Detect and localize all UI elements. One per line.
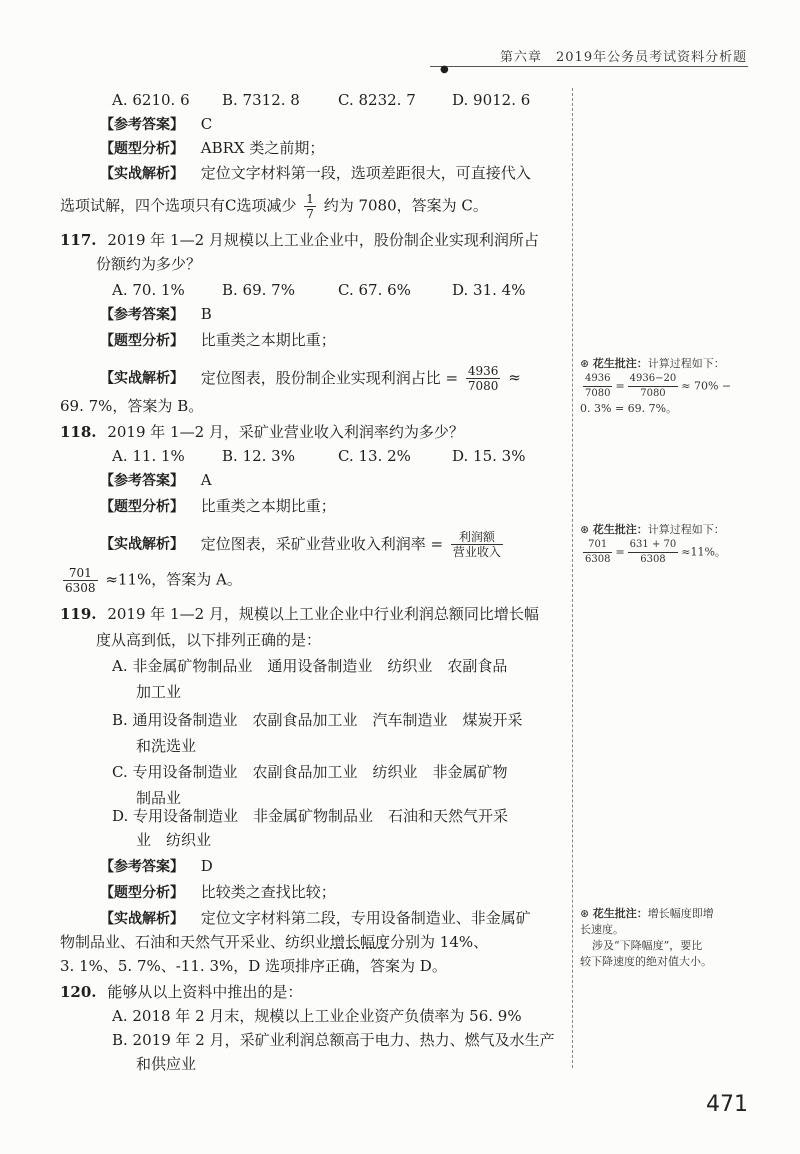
side-note-3-line3: 涉及“下降幅度”，要比 — [592, 939, 703, 952]
q118-text1: 2019 年 1—2 月，采矿业营业收入利润率约为多少？ — [107, 423, 464, 441]
side-note-label: 花生批注： — [592, 523, 648, 536]
fraction-denominator: 7080 — [585, 388, 611, 399]
q116-option-a: A. 6210. 6 — [112, 91, 190, 109]
q118-option-c: C. 13. 2% — [338, 447, 411, 465]
q116-answer: C — [200, 115, 213, 133]
q118-type: 比重类之本期比重； — [200, 497, 336, 515]
q116-option-b: B. 7312. 8 — [222, 91, 300, 109]
q116-fraction — [304, 192, 316, 221]
fraction-numerator: 701 — [63, 566, 98, 581]
type-label: 【题型分析】 — [100, 885, 184, 901]
q119-option-a-line2: 加工业 — [136, 683, 182, 701]
q116-analysis-2a: 选项试解，四个选项只有C选项减少 — [60, 196, 297, 215]
q119-analysis-line3: 3. 1%、5. 7%、-11. 3%，D 选项排序正确，答案为 D。 — [60, 957, 447, 975]
q120-option-b-line2: 和供应业 — [136, 1055, 197, 1073]
q117-analysis-line2: 69. 7%，答案为 B。 — [60, 397, 204, 415]
q116-analysis-line2 — [60, 192, 488, 221]
q119-option-b-line1: B. 通用设备制造业 农副食品加工业 汽车制造业 煤炭开采 — [112, 711, 523, 729]
q118-analysis-line2 — [60, 566, 242, 595]
side-note-label: 花生批注： — [592, 907, 648, 920]
q118-option-b: B. 12. 3% — [222, 447, 295, 465]
q120-stem-line1 — [60, 982, 302, 1002]
q119-option-c-line2: 制品业 — [136, 789, 182, 807]
q116-analysis-2b: 约为 7080，答案为 C。 — [323, 196, 488, 215]
q119-stem-line2: 度从高到低，以下排列正确的是： — [96, 631, 322, 649]
q119-stem-line1 — [60, 604, 539, 624]
q120-number: 120. — [60, 983, 97, 1001]
q118-answer: A — [200, 471, 212, 489]
q117-fraction — [466, 364, 501, 393]
q117-analysis-row — [100, 364, 521, 393]
q116-answer-row — [100, 114, 212, 135]
q119-analysis-row — [100, 908, 531, 929]
q117-stem-line1 — [60, 230, 539, 250]
q119-analysis-2c: 分别为 14%、 — [390, 933, 489, 951]
fraction-numerator: 701 — [583, 538, 612, 553]
side-note-1 — [580, 356, 731, 417]
q119-option-c-line1: C. 专用设备制造业 农副食品加工业 纺织业 非金属矿物 — [112, 763, 508, 781]
q120-option-a: A. 2018 年 2 月末，规模以上工业企业资产负债率为 56. 9% — [112, 1007, 522, 1025]
q116-analysis-line1: 定位文字材料第一段，选项差距很大，可直接代入 — [200, 164, 531, 182]
q116-analysis-row — [100, 163, 531, 184]
approx-sign: ≈ — [508, 368, 521, 387]
q117-text1: 2019 年 1—2 月规模以上工业企业中，股份制企业实现利润所占 — [107, 231, 539, 249]
q117-analysis-line1: 定位图表，股份制企业实现利润占比 = — [200, 368, 459, 387]
analysis-label: 【实战解析】 — [100, 911, 184, 927]
fraction-numerator: 4936−20 — [628, 372, 679, 387]
q119-analysis-emphasis: 增长幅度 — [330, 933, 391, 951]
side-note-icon: ⊛ — [580, 357, 593, 370]
fraction-denominator: 6308 — [585, 554, 611, 565]
side-note-1-line2: 0. 3% = 69. 7%。 — [580, 402, 678, 415]
side-note-2-fraction-2 — [628, 538, 679, 567]
q119-analysis-line2 — [60, 932, 488, 952]
side-note-3-heading — [580, 906, 714, 922]
header-dot: ● — [440, 64, 449, 75]
side-note-icon: ⊛ — [580, 523, 593, 536]
q117-answer: B — [200, 305, 212, 323]
running-header: 第六章 2019年公务员考试资料分析题 — [500, 50, 748, 65]
side-note-2 — [580, 522, 726, 567]
q118-option-a: A. 11. 1% — [112, 447, 185, 465]
answer-label: 【参考答案】 — [100, 307, 184, 323]
q118-fraction-1 — [451, 530, 503, 559]
side-note-3-line2: 长速度。 — [580, 923, 624, 936]
q119-option-d-line1: D. 专用设备制造业 非金属矿物制品业 石油和天然气开采 — [112, 807, 509, 825]
fraction-denominator: 7080 — [640, 388, 666, 399]
side-note-2-tail: 11%。 — [690, 545, 726, 559]
answer-label: 【参考答案】 — [100, 859, 184, 875]
q119-analysis-line1: 定位文字材料第二段，专用设备制造业、非金属矿 — [200, 909, 531, 927]
q118-option-d: D. 15. 3% — [452, 447, 526, 465]
type-label: 【题型分析】 — [100, 499, 184, 515]
side-note-2-fraction-1 — [583, 538, 612, 567]
analysis-label: 【实战解析】 — [100, 536, 184, 553]
side-note-1-formula: $\frac{4936}{7080}$ = $\frac{4936-20}{7080}$ ≈ 70% − — [585, 373, 732, 399]
fraction-denominator: 7080 — [467, 379, 499, 393]
q118-number: 118. — [60, 423, 97, 441]
q120-text1: 能够从以上资料中推出的是： — [107, 983, 303, 1001]
answer-label: 【参考答案】 — [100, 473, 184, 489]
side-note-text: 增长幅度即增 — [647, 907, 714, 920]
q119-analysis-2a: 物制品业、石油和天然气开采业、纺织业 — [60, 933, 331, 951]
q119-text1: 2019 年 1—2 月，规模以上工业企业中行业利润总额同比增长幅 — [107, 605, 539, 623]
q117-option-c: C. 67. 6% — [338, 281, 411, 299]
q116-type-row — [100, 138, 324, 159]
q118-fraction-2 — [63, 566, 98, 595]
q117-answer-row — [100, 304, 212, 325]
q117-type-row — [100, 330, 336, 351]
fraction-numerator: 631 + 70 — [628, 538, 679, 553]
q117-option-b: B. 69. 7% — [222, 281, 295, 299]
q119-answer-row — [100, 856, 213, 877]
side-note-1-tail: ≈ 70% − — [681, 379, 732, 393]
fraction-denominator: 6308 — [640, 554, 666, 565]
q116-option-c: C. 8232. 7 — [338, 91, 416, 109]
page-number: 471 — [706, 1092, 748, 1117]
side-note-2-formula: $\frac{701}{6308}$ = $\frac{631 + 70}{6308}$ ≈11%。 — [585, 539, 726, 565]
q119-number: 119. — [60, 605, 97, 623]
q119-option-a-line1: A. 非金属矿物制品业 通用设备制造业 纺织业 农副食品 — [112, 657, 508, 675]
q117-number: 117. — [60, 231, 97, 249]
side-note-text: 计算过程如下： — [647, 357, 725, 370]
q117-type: 比重类之本期比重； — [200, 331, 336, 349]
margin-divider — [572, 88, 573, 1068]
fraction-numerator: 4936 — [467, 364, 499, 378]
q116-option-d: D. 9012. 6 — [452, 91, 531, 109]
side-note-2-heading — [580, 522, 726, 538]
side-note-3 — [580, 906, 714, 970]
q119-type-row — [100, 882, 336, 903]
fraction-numerator: 4936 — [583, 372, 612, 387]
q118-type-row — [100, 496, 336, 517]
fraction-numerator: 利润额 — [451, 530, 503, 545]
fraction-denominator: 营业收入 — [452, 545, 501, 559]
fraction-numerator: 1 — [306, 192, 314, 206]
fraction-denominator: 6308 — [65, 581, 96, 595]
q118-stem-line1 — [60, 422, 464, 442]
side-note-3-line4: 较下降速度的绝对值大小。 — [580, 955, 712, 968]
answer-label: 【参考答案】 — [100, 117, 184, 133]
type-label: 【题型分析】 — [100, 333, 184, 349]
side-note-1-fraction-1 — [583, 372, 612, 401]
side-note-1-heading — [580, 356, 731, 372]
q119-answer: D — [200, 857, 213, 875]
type-label: 【题型分析】 — [100, 141, 184, 157]
q118-analysis-row — [100, 530, 506, 559]
q117-stem-line2: 份额约为多少？ — [96, 255, 202, 273]
side-note-1-fraction-2 — [628, 372, 679, 401]
q119-option-d-line2: 业 纺织业 — [136, 831, 212, 849]
side-note-label: 花生批注： — [592, 357, 648, 370]
q119-type: 比较类之查找比较； — [200, 883, 336, 901]
q118-answer-row — [100, 470, 212, 491]
analysis-label: 【实战解析】 — [100, 370, 184, 387]
side-note-text: 计算过程如下： — [647, 523, 725, 536]
q117-option-d: D. 31. 4% — [452, 281, 526, 299]
q118-analysis-line1: 定位图表，采矿业营业收入利润率 = — [200, 534, 444, 553]
analysis-label: 【实战解析】 — [100, 166, 184, 182]
q116-type: ABRX 类之前期； — [200, 139, 325, 157]
side-note-icon: ⊛ — [580, 907, 593, 920]
q119-option-b-line2: 和洗选业 — [136, 737, 197, 755]
q117-option-a: A. 70. 1% — [112, 281, 185, 299]
header-rule — [430, 66, 748, 67]
q120-option-b-line1: B. 2019 年 2 月，采矿业利润总额高于电力、热力、燃气及水生产 — [112, 1031, 555, 1049]
q118-analysis-2: ≈11%，答案为 A。 — [105, 570, 242, 589]
fraction-denominator: 7 — [306, 207, 314, 221]
